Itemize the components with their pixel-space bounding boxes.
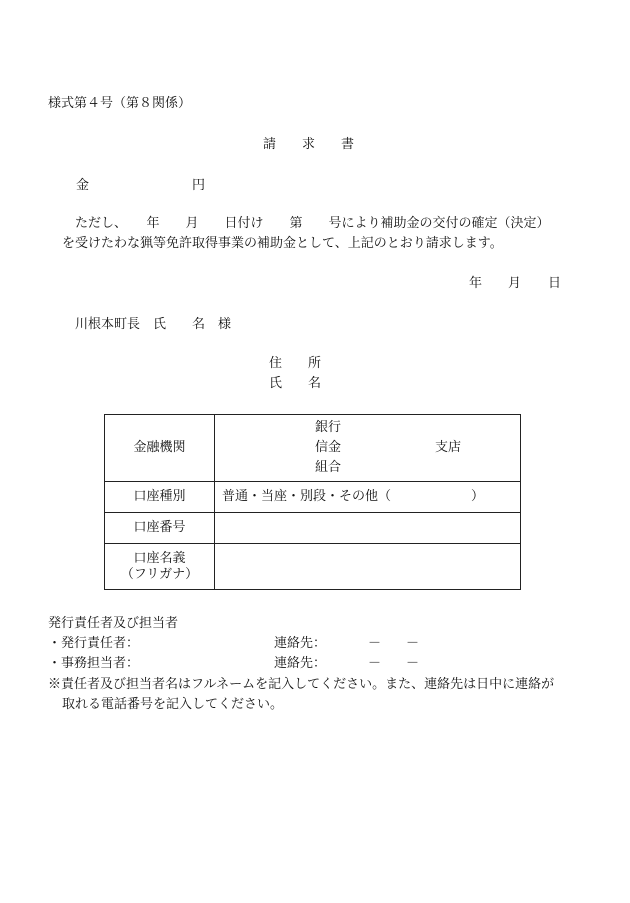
account-holder-label-cell	[105, 544, 215, 590]
account-type-label: 口座種別	[105, 482, 215, 513]
body-text-line1: ただし、 年 月 日付け 第 号により補助金の交付の確定（決定）	[75, 216, 550, 231]
kumiai-label: 組合	[315, 460, 342, 475]
account-number-label: 口座番号	[105, 513, 215, 544]
note-line2: 取れる電話番号を記入してください。	[62, 697, 284, 712]
clerk-role: ・事務担当者：	[48, 656, 140, 671]
account-holder-cell	[215, 544, 521, 590]
branch-label: 支店	[435, 440, 462, 455]
account-type-options: 普通・当座・別段・その他（	[222, 489, 392, 504]
table-row	[105, 513, 521, 544]
shinkin-label: 信金	[315, 440, 342, 455]
bank-label: 銀行	[315, 420, 342, 435]
clerk-dash2: －	[406, 656, 420, 671]
contacts-heading: 発行責任者及び担当者	[48, 616, 179, 631]
institution-label: 金融機関	[105, 415, 215, 482]
name-label: 氏 名	[269, 376, 322, 391]
issuer-role: ・発行責任者：	[48, 636, 140, 651]
account-holder-label: 口座名義	[133, 550, 186, 566]
body-text-line2: を受けたわな猟等免許取得事業の補助金として、上記のとおり請求します。	[62, 236, 503, 251]
table-row	[105, 482, 521, 513]
date-day: 日	[548, 276, 562, 291]
note-line1: ※責任者及び担当者名はフルネームを記入してください。また、連絡先は日中に連絡が	[48, 677, 555, 692]
clerk-dash1: －	[368, 656, 382, 671]
amount-prefix: 金	[76, 178, 90, 193]
issuer-dash1: －	[368, 636, 382, 651]
issuer-dash2: －	[406, 636, 420, 651]
form-number: 様式第４号（第８関係）	[48, 96, 192, 111]
institution-cell	[215, 415, 521, 482]
bank-account-table	[104, 414, 521, 590]
document-title: 請 求 書	[263, 137, 355, 152]
account-holder-kana: （フリガナ）	[120, 566, 199, 582]
account-type-cell	[215, 482, 521, 513]
clerk-contact-label: 連絡先：	[274, 656, 327, 671]
address-label: 住 所	[269, 356, 322, 371]
date-month: 月	[508, 276, 522, 291]
account-number-cell	[215, 513, 521, 544]
table-row	[105, 544, 521, 590]
account-type-close: ）	[471, 489, 485, 504]
addressee: 川根本町長 氏 名 様	[75, 317, 232, 332]
amount-suffix: 円	[192, 178, 206, 193]
table-row	[105, 415, 521, 482]
date-year: 年	[469, 276, 483, 291]
issuer-contact-label: 連絡先：	[274, 636, 327, 651]
